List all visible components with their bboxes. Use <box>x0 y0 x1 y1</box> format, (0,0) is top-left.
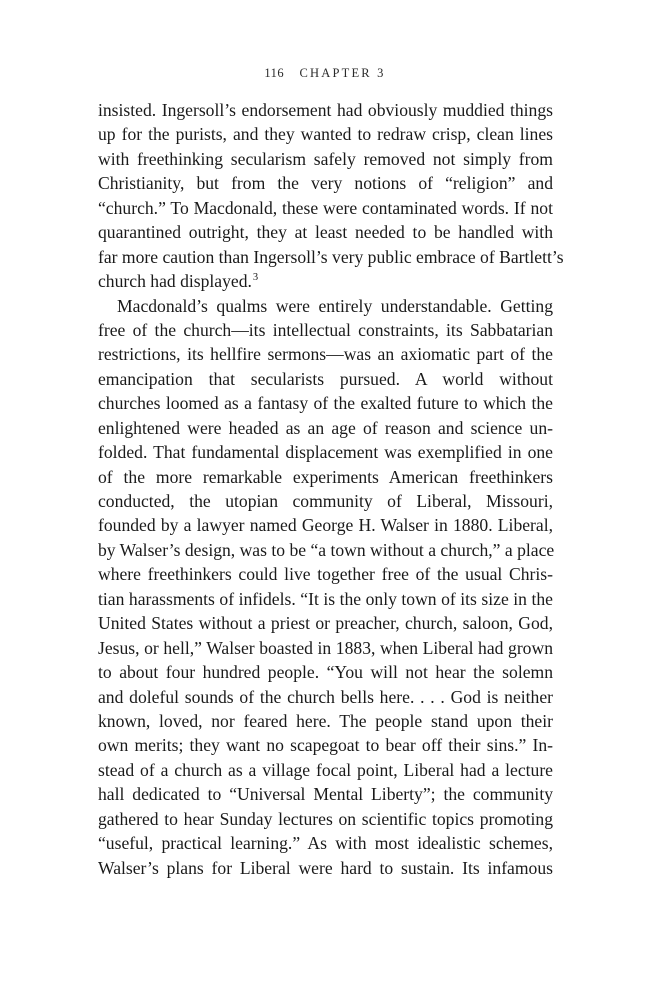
text-line: insisted. Ingersoll’s endorsement had obviously muddied things <box>98 100 553 120</box>
text-line: Walser’s plans for Liberal were hard to sustain. Its infamous <box>98 857 553 878</box>
running-head <box>0 66 650 81</box>
paragraph-1 <box>98 98 564 294</box>
text-line: far more caution than Ingersoll’s very public embrace of Bartlett’s <box>98 246 564 267</box>
text-line-last <box>98 269 553 293</box>
text-line: emancipation that secularists pursued. A world without <box>98 368 553 389</box>
text-line: and doleful sounds of the church bells here. . . . God is neither <box>98 686 553 707</box>
text-line: with freethinking secularism safely removed not simply from <box>98 148 553 169</box>
text-line: stead of a church as a village focal point, Liberal had a lecture <box>98 759 553 780</box>
text-line: of the more remarkable experiments American freethinkers <box>98 466 553 487</box>
footnote-marker: 3 <box>252 272 259 284</box>
text-line: up for the purists, and they wanted to redraw crisp, clean lines <box>98 124 553 145</box>
text-line: Christianity, but from the very notions of “religion” and <box>98 173 553 194</box>
body-text <box>98 98 564 880</box>
text-line: founded by a lawyer named George H. Walser in 1880. Liberal, <box>98 515 553 536</box>
text-line-content: church had displayed. <box>98 271 252 292</box>
chapter-label: CHAPTER 3 <box>299 66 386 80</box>
text-line: tian harassments of infidels. “It is the only town of its size in the <box>98 588 553 609</box>
paragraph-2 <box>98 294 553 881</box>
text-line: Jesus, or hell,” Walser boasted in 1883, when Liberal had grown <box>98 637 553 658</box>
text-line: by Walser’s design, was to be “a town without a church,” a place <box>98 539 555 560</box>
text-line: gathered to hear Sunday lectures on scientific topics promoting <box>98 808 553 829</box>
text-line: restrictions, its hellfire sermons—was an axiomatic part of the <box>98 344 553 365</box>
page-number: 116 <box>264 66 285 80</box>
text-line: known, loved, nor feared here. The people stand upon their <box>98 710 553 731</box>
text-line: conducted, the utopian community of Liberal, Missouri, <box>98 491 553 511</box>
text-line: enlightened were headed as an age of reason and science un- <box>98 417 553 438</box>
text-line: where freethinkers could live together free of the usual Chris- <box>98 564 553 585</box>
text-line: free of the church—its intellectual constraints, its Sabbatarian <box>98 319 553 340</box>
text-line: folded. That fundamental displacement was exemplified in one <box>98 442 553 463</box>
text-line: “church.” To Macdonald, these were contaminated words. If not <box>98 197 553 218</box>
text-line: Macdonald’s qualms were entirely understandable. Getting <box>117 295 553 316</box>
text-line: hall dedicated to “Universal Mental Liberty”; the community <box>98 784 553 805</box>
text-line: quarantined outright, they at least needed to be handled with <box>98 222 553 243</box>
text-line: own merits; they want no scapegoat to bear off their sins.” In- <box>98 735 553 756</box>
text-line: to about four hundred people. “You will not hear the solemn <box>98 662 553 683</box>
text-line: United States without a priest or preacher, church, saloon, God, <box>98 613 553 634</box>
text-line: churches loomed as a fantasy of the exalted future to which the <box>98 393 553 414</box>
text-line: “useful, practical learning.” As with most idealistic schemes, <box>98 833 553 854</box>
